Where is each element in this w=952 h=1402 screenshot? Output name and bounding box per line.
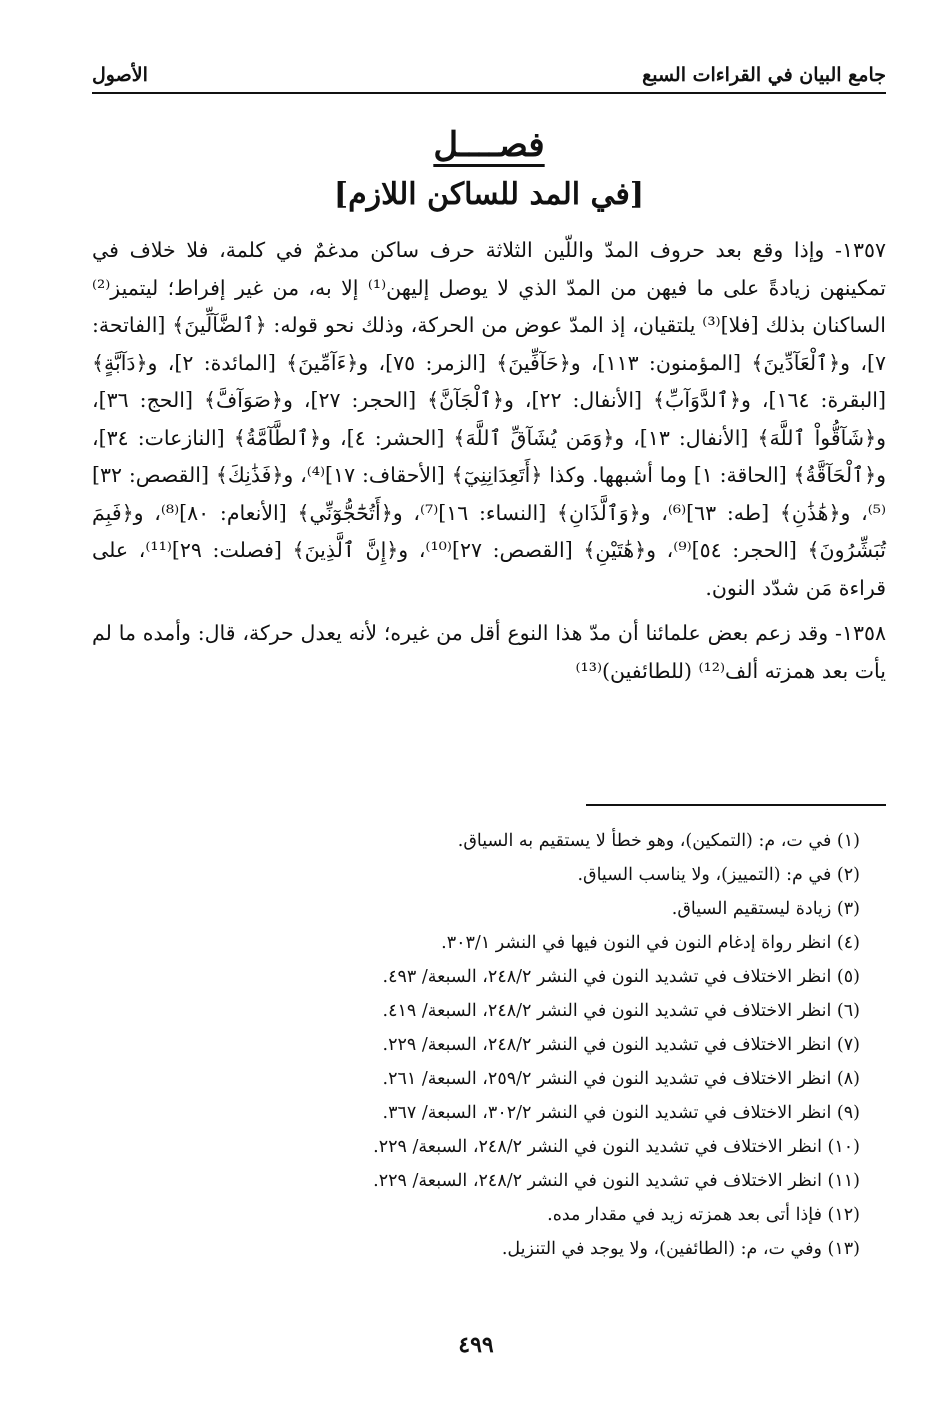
footnote-2: (٢) في م: (التمييز)، ولا يناسب السياق. xyxy=(577,865,860,885)
footnote-4: (٤) انظر رواة إدغام النون في النون فيها في النشر ٣٠٣/١. xyxy=(441,933,860,953)
footnote-12: (١٢) فإذا أتى بعد همزته زيد في مقدار مده. xyxy=(547,1205,860,1225)
footnote-1: (١) في ت، م: (التمكين)، وهو خطأ لا يستقيم به السياق. xyxy=(457,831,860,851)
footnote-10: (١٠) انظر الاختلاف في تشديد النون في النشر ٢٤٨/٢، السبعة/ ٢٢٩. xyxy=(373,1137,860,1157)
footnote-13: (١٣) وفي ت، م: (الطائفين)، ولا يوجد في التنزيل. xyxy=(501,1239,860,1259)
footnote-8: (٨) انظر الاختلاف في تشديد النون في النشر ٢٥٩/٢، السبعة/ ٢٦١. xyxy=(382,1069,860,1089)
main-text xyxy=(92,232,886,690)
page-number: ٤٩٩ xyxy=(458,1332,494,1358)
footnote-5: (٥) انظر الاختلاف في تشديد النون في النشر ٢٤٨/٢، السبعة/ ٤٩٣. xyxy=(382,967,860,987)
footnote-11: (١١) انظر الاختلاف في تشديد النون في النشر ٢٤٨/٢، السبعة/ ٢٢٩. xyxy=(373,1171,860,1191)
section-name: الأصول xyxy=(92,64,148,86)
footnote-6: (٦) انظر الاختلاف في تشديد النون في النشر ٢٤٨/٢، السبعة/ ٤١٩. xyxy=(382,1001,860,1021)
paragraph-1358: ١٣٥٨- وقد زعم بعض علمائنا أن مدّ هذا النوع أقل من غيره؛ لأنه يعدل حركة، قال: وأمده ما لم يأت بعد همزته ألف⁽¹²⁾ (للطائفين)⁽¹³⁾ xyxy=(92,621,886,683)
running-header xyxy=(92,58,886,94)
book-title: جامع البيان في القراءات السبع xyxy=(642,64,886,86)
chapter-title: فصــــل xyxy=(433,125,545,165)
chapter-subtitle: [في المد للساكن اللازم] xyxy=(333,177,645,212)
footnotes-list xyxy=(92,824,860,1266)
chapter-heading xyxy=(92,122,886,218)
footnote-divider xyxy=(586,804,886,806)
footnote-9: (٩) انظر الاختلاف في تشديد النون في النشر ٣٠٢/٢، السبعة/ ٣٦٧. xyxy=(382,1103,860,1123)
paragraph-1357: ١٣٥٧- وإذا وقع بعد حروف المدّ واللّين الثلاثة حرف ساكن مدغمٌ في كلمة، فلا خلاف في تمكينهن زيادةً على ما فيهن من المدّ الذي لا يوصل إليهن⁽¹⁾ إلا به، من غير إفراط؛ ليتميز⁽²⁾ الساكنان بذلك [فلا]⁽³⁾ يلتقيان، إذ المدّ عوض من الحركة، وذلك نحو قوله: ﴿ٱلضَّآلِّينَ﴾ [الفاتحة: ٧]، و﴿ٱلْعَآدِّينَ﴾ [المؤمنون: ١١٣]، و﴿حَآفِّينَ﴾ [الزمر: ٧٥]، و﴿ءَآمِّينَ﴾ [المائدة: ٢]، و﴿دَآبَّةٍ﴾ [البقرة: ١٦٤]، و﴿ٱلدَّوَآبِّ﴾ [الأنفال: ٢٢]، و﴿ٱلْجَآنَّ﴾ [الحجر: ٢٧]، و﴿صَوَآفَّ﴾ [الحج: ٣٦]، و﴿شَآقُّواْ ٱللَّهَ﴾ [الأنفال: ١٣]، و﴿وَمَن يُشَآقِّ ٱللَّهَ﴾ [الحشر: ٤]، و﴿ٱلطَّآمَّةُ﴾ [النازعات: ٣٤]، و﴿ٱلْحَآقَّةُ﴾ [الحاقة: ١] وما أشبهها. وكذا ﴿أَتَعِدَانِنِيٓ﴾ [الأحقاف: ١٧]⁽⁴⁾، و﴿فَذَٰنِكَ﴾ [القصص: ٣٢]⁽⁵⁾، و﴿هَٰذَٰنِ﴾ [طه: ٦٣]⁽⁶⁾، و﴿وَٱلَّذَانِ﴾ [النساء: ١٦]⁽⁷⁾، و﴿أَتُحَٰٓجُّوٓنِّي﴾ [الأنعام: ٨٠]⁽⁸⁾، و﴿فَبِمَ تُبَشِّرُونَ﴾ [الحجر: ٥٤]⁽⁹⁾، و﴿هَٰتَيْنِ﴾ [القصص: ٢٧]⁽¹⁰⁾، و﴿إِنَّ ٱلَّذِينَ﴾ [فصلت: ٢٩]⁽¹¹⁾، على قراءة مَن شدّد النون. xyxy=(92,238,887,600)
footnote-7: (٧) انظر الاختلاف في تشديد النون في النشر ٢٤٨/٢، السبعة/ ٢٢٩. xyxy=(382,1035,860,1055)
footnote-3: (٣) زيادة ليستقيم السياق. xyxy=(671,899,860,919)
